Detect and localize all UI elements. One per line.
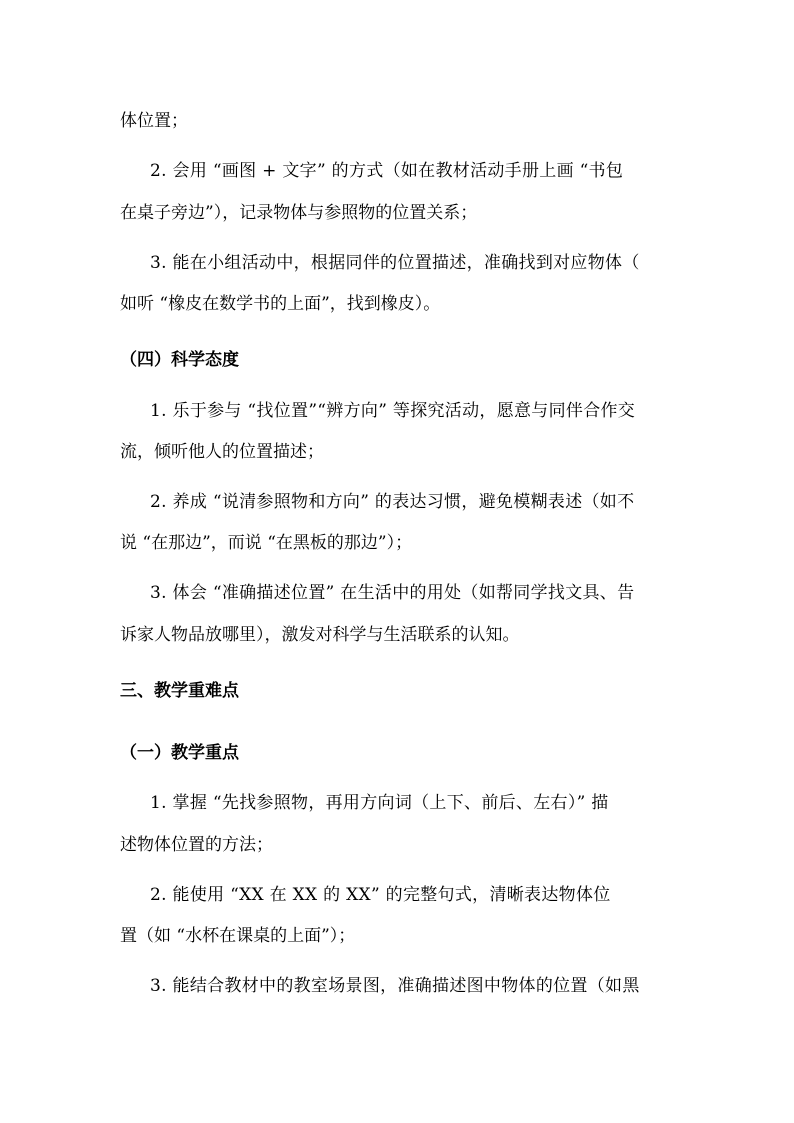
paragraph-line: 置（如 “水杯在课桌的上面”）； [120, 926, 356, 946]
chapter-heading: 三、教学重难点 [120, 681, 239, 701]
paragraph-line: 如听 “橡皮在数学书的上面”，找到橡皮）。 [120, 294, 441, 314]
paragraph-line: 流，倾听他人的位置描述； [120, 442, 324, 462]
paragraph-line: 1. 乐于参与 “找位置”“辨方向” 等探究活动，愿意与同伴合作交 [150, 401, 636, 421]
paragraph-line: 2. 养成 “说清参照物和方向” 的表达习惯，避免模糊表述（如不 [150, 492, 635, 512]
section-heading: （一）教学重点 [120, 743, 239, 763]
paragraph-line: 3. 体会 “准确描述位置” 在生活中的用处（如帮同学找文具、告 [150, 583, 635, 603]
paragraph-line: 在桌子旁边”），记录物体与参照物的位置关系； [120, 203, 478, 223]
paragraph-line: 说 “在那边”，而说 “在黑板的那边”）； [120, 533, 413, 553]
section-heading: （四）科学态度 [120, 350, 239, 370]
paragraph-line: 述物体位置的方法； [120, 835, 273, 855]
paragraph-line: 2. 能使用 “XX 在 XX 的 XX” 的完整句式，清晰表达物体位 [150, 885, 611, 905]
paragraph-line: 体位置； [120, 111, 188, 131]
paragraph-line: 3. 能结合教材中的教室场景图，准确描述图中物体的位置（如黑 [150, 976, 640, 996]
paragraph-line: 诉家人物品放哪里），激发对科学与生活联系的认知。 [120, 625, 520, 645]
paragraph-line: 1. 掌握 “先找参照物，再用方向词（上下、前后、左右）” 描 [150, 793, 609, 813]
paragraph-line: 3. 能在小组活动中，根据同伴的位置描述，准确找到对应物体（ [150, 253, 640, 273]
paragraph-line: 2. 会用 “画图 + 文字” 的方式（如在教材活动手册上画 “书包 [150, 161, 624, 181]
